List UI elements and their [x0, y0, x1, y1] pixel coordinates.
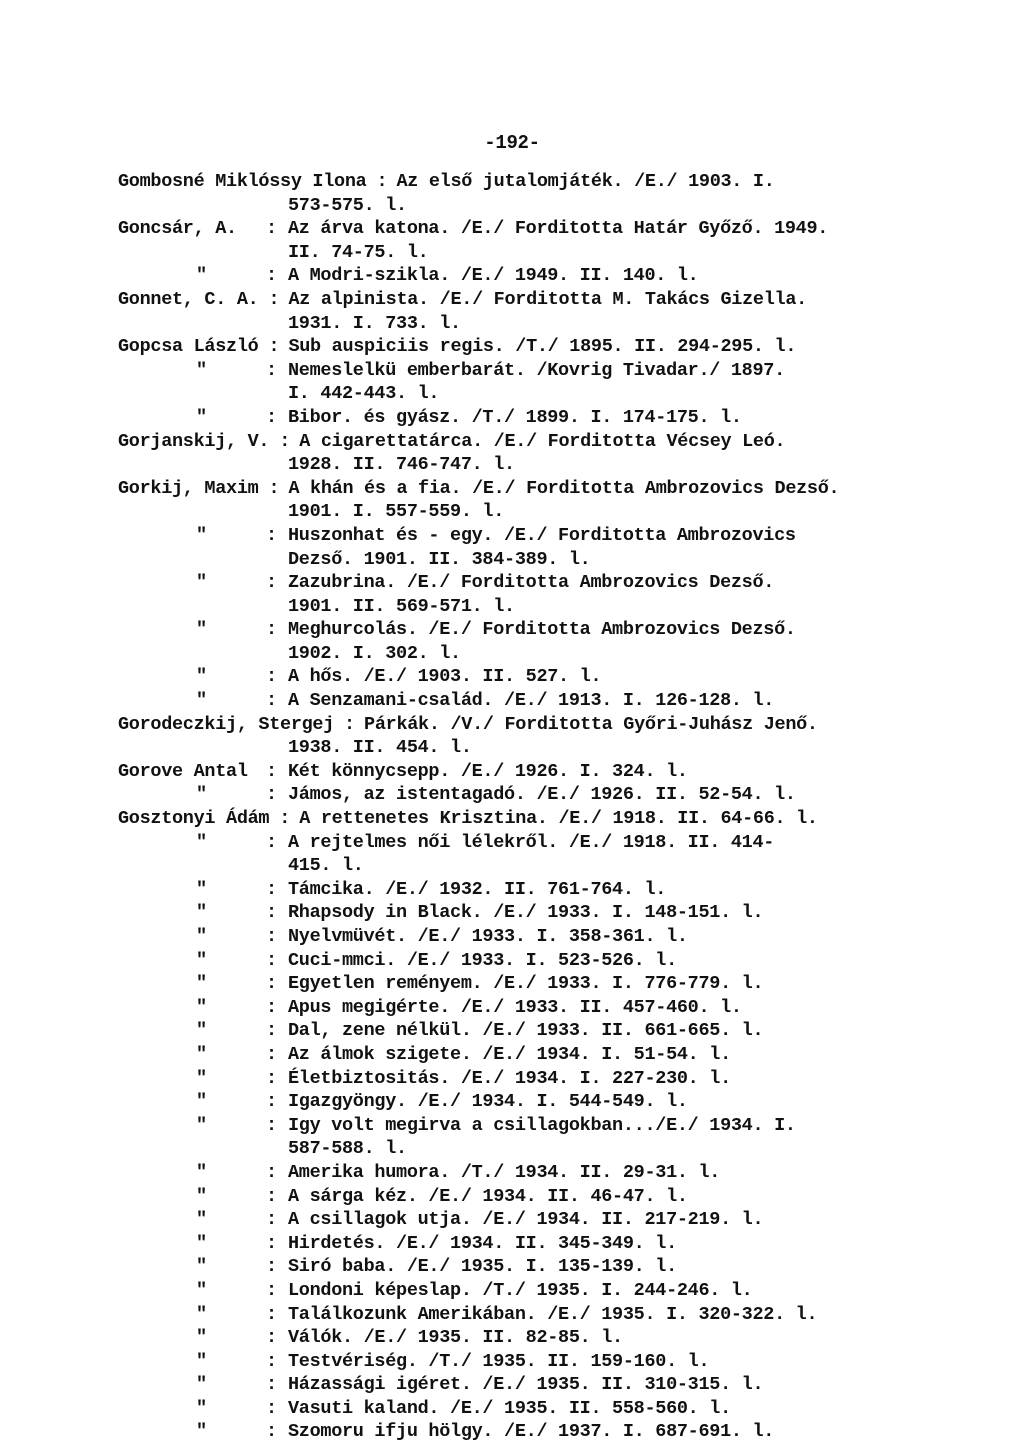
ditto-mark: " — [196, 1161, 207, 1183]
entry-first-line — [0, 713, 1024, 737]
separator: : — [266, 1256, 277, 1278]
ditto-mark: " — [196, 1185, 207, 1207]
separator: : — [266, 1397, 277, 1419]
entry-continuation-line — [0, 500, 1024, 524]
separator: : — [279, 430, 291, 452]
entry-text: A hős. /E./ 1903. II. 527. l. — [288, 666, 602, 688]
bibliography-entry — [0, 996, 1024, 1020]
bibliography-entry — [0, 264, 1024, 288]
separator: : — [266, 1091, 277, 1113]
entry-text: Londoni képeslap. /T./ 1935. I. 244-246. l. — [288, 1279, 753, 1301]
separator: : — [266, 949, 277, 971]
bibliography-entry — [0, 1019, 1024, 1043]
entry-text: Dezső. 1901. II. 384-389. l. — [288, 548, 591, 570]
entry-first-line — [0, 335, 1024, 359]
separator: : — [344, 713, 355, 735]
bibliography-entry — [0, 1350, 1024, 1374]
ditto-mark: " — [196, 1114, 207, 1136]
entry-text: Hirdetés. /E./ 1934. II. 345-349. l. — [288, 1232, 677, 1254]
bibliography-entry — [0, 831, 1024, 878]
entry-text: Szomoru ifju hölgy. /E./ 1937. I. 687-691. l. — [288, 1421, 775, 1443]
entry-first-line — [0, 430, 1024, 454]
entry-first-line — [0, 831, 1024, 855]
bibliography-entry — [0, 972, 1024, 996]
bibliography-entry — [0, 430, 1024, 477]
separator: : — [266, 1374, 277, 1396]
entry-text: 1901. II. 569-571. l. — [288, 595, 515, 617]
entry-text: A csillagok utja. /E./ 1934. II. 217-219. l. — [288, 1209, 764, 1231]
entry-first-line — [0, 1161, 1024, 1185]
entry-first-line — [0, 1255, 1024, 1279]
entry-first-line — [0, 524, 1024, 548]
bibliography-entry — [0, 1090, 1024, 1114]
entry-text: A Modri-szikla. /E./ 1949. II. 140. l. — [288, 265, 699, 287]
bibliography-entry — [0, 1397, 1024, 1421]
ditto-mark: " — [196, 1209, 207, 1231]
bibliography-entry — [0, 1279, 1024, 1303]
entry-first-line — [0, 288, 1024, 312]
bibliography-entry — [0, 689, 1024, 713]
separator: : — [266, 1350, 277, 1372]
entry-text: Az első jutalomjáték. /E./ 1903. I. — [396, 171, 775, 192]
entry-text: Igy volt megirva a csillagokban.../E./ 1934. I. — [288, 1114, 796, 1136]
ditto-mark: " — [196, 1091, 207, 1113]
bibliography-entry — [0, 406, 1024, 430]
separator: : — [376, 171, 388, 192]
separator: : — [266, 973, 277, 995]
entry-text: Az alpinista. /E./ Forditotta M. Takács Gizella. — [288, 288, 807, 310]
entry-text: Siró baba. /E./ 1935. I. 135-139. l. — [288, 1256, 677, 1278]
bibliography-entry — [0, 1067, 1024, 1091]
author-name: Gosztonyi Ádám — [118, 808, 270, 830]
entry-text: Életbiztositás. /E./ 1934. I. 227-230. l. — [288, 1067, 731, 1089]
entry-first-line — [0, 477, 1024, 501]
entry-first-line — [0, 972, 1024, 996]
ditto-mark: " — [196, 1397, 207, 1419]
bibliography-entry — [0, 901, 1024, 925]
entry-text: 1902. I. 302. l. — [288, 642, 461, 664]
entry-first-line — [0, 1043, 1024, 1067]
bibliography-entry — [0, 665, 1024, 689]
entry-text: Apus megigérte. /E./ 1933. II. 457-460. l. — [288, 996, 742, 1018]
entry-continuation-line — [0, 241, 1024, 265]
separator: : — [266, 1185, 277, 1207]
entry-text: Találkozunk Amerikában. /E./ 1935. I. 320-322. l. — [288, 1303, 818, 1325]
bibliography-entry — [0, 713, 1024, 760]
separator: : — [266, 406, 277, 428]
entry-text: A rettenetes Krisztina. /E./ 1918. II. 64-66. l. — [299, 808, 818, 830]
bibliography-entry — [0, 783, 1024, 807]
ditto-mark: " — [196, 619, 207, 641]
entry-text: 415. l. — [288, 855, 364, 877]
entry-text: Vasuti kaland. /E./ 1935. II. 558-560. l. — [288, 1397, 731, 1419]
separator: : — [266, 784, 277, 806]
separator: : — [266, 1232, 277, 1254]
ditto-mark: " — [196, 996, 207, 1018]
bibliography-entry — [0, 1185, 1024, 1209]
separator: : — [266, 831, 277, 853]
bibliography-list — [0, 170, 1024, 1444]
entry-first-line — [0, 1420, 1024, 1444]
entry-first-line — [0, 1019, 1024, 1043]
entry-first-line — [0, 1373, 1024, 1397]
entry-text: Két könnycsepp. /E./ 1926. I. 324. l. — [288, 760, 688, 782]
entry-text: II. 74-75. l. — [288, 241, 429, 263]
entry-first-line — [0, 1397, 1024, 1421]
entry-text: Jámos, az istentagadó. /E./ 1926. II. 52-54. l. — [288, 784, 796, 806]
bibliography-entry — [0, 949, 1024, 973]
separator: : — [266, 690, 277, 712]
page-number: -192- — [484, 132, 540, 154]
separator: : — [266, 218, 277, 240]
entry-continuation-line — [0, 453, 1024, 477]
ditto-mark: " — [196, 831, 207, 853]
entry-continuation-line — [0, 312, 1024, 336]
entry-text: Igazgyöngy. /E./ 1934. I. 544-549. l. — [288, 1091, 688, 1113]
entry-first-line — [0, 1232, 1024, 1256]
separator: : — [266, 1161, 277, 1183]
entry-text: 1931. I. 733. l. — [288, 312, 461, 334]
bibliography-entry — [0, 288, 1024, 335]
separator: : — [268, 477, 280, 499]
ditto-mark: " — [196, 1043, 207, 1065]
ditto-mark: " — [196, 1020, 207, 1042]
entry-text: 1928. II. 746-747. l. — [288, 454, 515, 476]
separator: : — [266, 1421, 277, 1443]
entry-text: Bibor. és gyász. /T./ 1899. I. 174-175. l. — [288, 406, 742, 428]
separator: : — [266, 619, 277, 641]
author-name: Gorjanskij, V. — [118, 430, 270, 452]
separator: : — [266, 1279, 277, 1301]
ditto-mark: " — [196, 878, 207, 900]
entry-first-line — [0, 406, 1024, 430]
bibliography-entry — [0, 618, 1024, 665]
bibliography-entry — [0, 925, 1024, 949]
entry-first-line — [0, 571, 1024, 595]
entry-continuation-line — [0, 194, 1024, 218]
separator: : — [266, 265, 277, 287]
entry-text: 587-588. l. — [288, 1138, 407, 1160]
bibliography-entry — [0, 1373, 1024, 1397]
bibliography-entry — [0, 1232, 1024, 1256]
entry-continuation-line — [0, 642, 1024, 666]
ditto-mark: " — [196, 1421, 207, 1443]
bibliography-entry — [0, 571, 1024, 618]
separator: : — [266, 359, 277, 381]
bibliography-entry — [0, 1255, 1024, 1279]
entry-continuation-line — [0, 382, 1024, 406]
entry-text: A rejtelmes női lélekről. /E./ 1918. II. 414- — [288, 831, 775, 853]
ditto-mark: " — [196, 1350, 207, 1372]
entry-first-line — [0, 925, 1024, 949]
separator: : — [266, 996, 277, 1018]
ditto-mark: " — [196, 1232, 207, 1254]
separator: : — [266, 1303, 277, 1325]
entry-text: Az álmok szigete. /E./ 1934. I. 51-54. l. — [288, 1043, 731, 1065]
bibliography-entry — [0, 1326, 1024, 1350]
ditto-mark: " — [196, 902, 207, 924]
entry-first-line — [0, 1350, 1024, 1374]
separator: : — [266, 878, 277, 900]
bibliography-entry — [0, 1114, 1024, 1161]
entry-text: Az árva katona. /E./ Forditotta Határ Győző. 1949. — [288, 218, 829, 240]
author-name: Gonnet, C. A. — [118, 288, 259, 310]
bibliography-entry — [0, 335, 1024, 359]
entry-text: Egyetlen reményem. /E./ 1933. I. 776-779. l. — [288, 973, 764, 995]
entry-first-line — [0, 1208, 1024, 1232]
entry-text: A Senzamani-család. /E./ 1913. I. 126-128. l. — [288, 690, 775, 712]
separator: : — [266, 902, 277, 924]
entry-first-line — [0, 170, 1024, 194]
ditto-mark: " — [196, 572, 207, 594]
entry-text: Cuci-mmci. /E./ 1933. I. 523-526. l. — [288, 949, 677, 971]
bibliography-entry — [0, 1043, 1024, 1067]
entry-text: A khán és a fia. /E./ Forditotta Ambrozovics Dezső. — [288, 477, 840, 499]
entry-text: Nyelvmüvét. /E./ 1933. I. 358-361. l. — [288, 926, 688, 947]
bibliography-entry — [0, 1303, 1024, 1327]
entry-text: Zazubrina. /E./ Forditotta Ambrozovics Dezső. — [288, 572, 775, 594]
entry-text: A cigarettatárca. /E./ Forditotta Vécsey Leó. — [299, 430, 786, 452]
bibliography-entry — [0, 359, 1024, 406]
ditto-mark: " — [196, 926, 207, 947]
separator: : — [279, 808, 291, 830]
separator: : — [266, 572, 277, 594]
separator: : — [266, 760, 277, 782]
entry-text: Rhapsody in Black. /E./ 1933. I. 148-151. l. — [288, 902, 764, 924]
bibliography-entry — [0, 878, 1024, 902]
entry-continuation-line — [0, 548, 1024, 572]
ditto-mark: " — [196, 1256, 207, 1278]
entry-text: Amerika humora. /T./ 1934. II. 29-31. l. — [288, 1161, 721, 1183]
ditto-mark: " — [196, 1303, 207, 1325]
entry-text: Sub auspiciis regis. /T./ 1895. II. 294-295. l. — [288, 336, 797, 358]
entry-first-line — [0, 665, 1024, 689]
author-name: Gorkij, Maxim — [118, 477, 259, 499]
separator: : — [266, 666, 277, 688]
entry-text: Meghurcolás. /E./ Forditotta Ambrozovics Dezső. — [288, 619, 796, 641]
entry-first-line — [0, 878, 1024, 902]
author-name: Gopcsa László — [118, 336, 259, 358]
separator: : — [266, 1209, 277, 1231]
ditto-mark: " — [196, 359, 207, 381]
entry-first-line — [0, 1326, 1024, 1350]
entry-text: Testvériség. /T./ 1935. II. 159-160. l. — [288, 1350, 710, 1372]
entry-text: I. 442-443. l. — [288, 383, 440, 405]
entry-text: 1901. I. 557-559. l. — [288, 501, 505, 523]
separator: : — [266, 1114, 277, 1136]
entry-text: Huszonhat és - egy. /E./ Forditotta Ambrozovics — [288, 524, 796, 546]
bibliography-entry — [0, 807, 1024, 831]
entry-first-line — [0, 807, 1024, 831]
entry-continuation-line — [0, 1137, 1024, 1161]
entry-text: 573-575. l. — [288, 194, 407, 216]
bibliography-entry — [0, 760, 1024, 784]
entry-first-line — [0, 1114, 1024, 1138]
separator: : — [268, 336, 280, 358]
separator: : — [268, 288, 280, 310]
separator: : — [266, 1043, 277, 1065]
bibliography-entry — [0, 1161, 1024, 1185]
entry-first-line — [0, 1185, 1024, 1209]
ditto-mark: " — [196, 1067, 207, 1089]
author-name: Gorove Antal — [118, 760, 248, 782]
ditto-mark: " — [196, 784, 207, 806]
entry-first-line — [0, 901, 1024, 925]
entry-continuation-line — [0, 736, 1024, 760]
separator: : — [266, 926, 277, 947]
entry-text: Párkák. /V./ Forditotta Győri-Juhász Jenő. — [364, 713, 818, 735]
entry-first-line — [0, 264, 1024, 288]
ditto-mark: " — [196, 406, 207, 428]
ditto-mark: " — [196, 1279, 207, 1301]
ditto-mark: " — [196, 1374, 207, 1396]
entry-text: Nemeslelkü emberbarát. /Kovrig Tivadar./ 1897. — [288, 359, 785, 381]
entry-first-line — [0, 996, 1024, 1020]
entry-text: 1938. II. 454. l. — [288, 737, 472, 759]
ditto-mark: " — [196, 265, 207, 287]
entry-text: A sárga kéz. /E./ 1934. II. 46-47. l. — [288, 1185, 688, 1207]
entry-first-line — [0, 949, 1024, 973]
separator: : — [266, 1327, 277, 1349]
ditto-mark: " — [196, 524, 207, 546]
ditto-mark: " — [196, 690, 207, 712]
entry-continuation-line — [0, 854, 1024, 878]
entry-text: Válók. /E./ 1935. II. 82-85. l. — [288, 1327, 623, 1349]
ditto-mark: " — [196, 973, 207, 995]
bibliography-entry — [0, 1420, 1024, 1444]
bibliography-entry — [0, 477, 1024, 524]
separator: : — [266, 1067, 277, 1089]
bibliography-entry — [0, 524, 1024, 571]
author-name: Goncsár, A. — [118, 218, 237, 240]
ditto-mark: " — [196, 949, 207, 971]
entry-first-line — [0, 1279, 1024, 1303]
author-name: Gombosné Miklóssy Ilona — [118, 171, 367, 192]
entry-text: Házassági igéret. /E./ 1935. II. 310-315. l. — [288, 1374, 764, 1396]
bibliography-entry — [0, 217, 1024, 264]
entry-first-line — [0, 1090, 1024, 1114]
entry-text: Dal, zene nélkül. /E./ 1933. II. 661-665. l. — [288, 1020, 764, 1042]
bibliography-entry — [0, 1208, 1024, 1232]
entry-first-line — [0, 760, 1024, 784]
entry-first-line — [0, 1303, 1024, 1327]
entry-first-line — [0, 1067, 1024, 1091]
entry-first-line — [0, 783, 1024, 807]
bibliography-entry — [0, 170, 1024, 217]
entry-continuation-line — [0, 595, 1024, 619]
separator: : — [266, 524, 277, 546]
author-name: Gorodeczkij, Stergej — [118, 713, 335, 735]
ditto-mark: " — [196, 1327, 207, 1349]
entry-first-line — [0, 359, 1024, 383]
entry-first-line — [0, 689, 1024, 713]
entry-text: Támcika. /E./ 1932. II. 761-764. l. — [288, 878, 667, 900]
separator: : — [266, 1020, 277, 1042]
ditto-mark: " — [196, 666, 207, 688]
entry-first-line — [0, 618, 1024, 642]
entry-first-line — [0, 217, 1024, 241]
